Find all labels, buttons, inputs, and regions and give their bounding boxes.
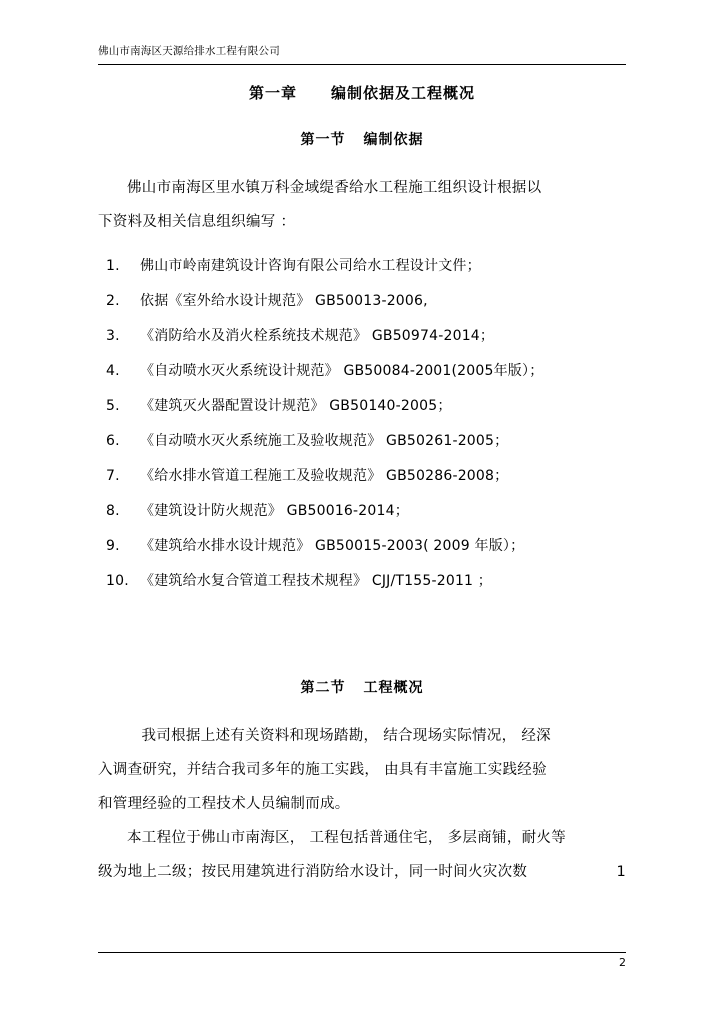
list-item-number: 8. (106, 503, 120, 519)
reference-list (98, 249, 626, 599)
list-item-number: 6. (106, 433, 120, 449)
section-spacer (98, 599, 626, 671)
section-one-intro-line-1: 佛山市南海区里水镇万科金域缇香给水工程施工组织设计根据以 (127, 180, 542, 196)
section-two-block (98, 677, 626, 889)
chapter-heading (98, 82, 626, 103)
section-two-paragraph-1-line-1: 我司根据上述有关资料和现场踏勘， 结合现场实际情况， 经深 (141, 728, 551, 744)
list-item (98, 459, 626, 494)
section-two-label: 第二节 (300, 680, 346, 696)
list-item-text: 佛山市岭南建筑设计咨询有限公司给水工程设计文件； (140, 258, 481, 274)
list-item (98, 249, 626, 284)
list-item-number: 9. (106, 538, 120, 554)
list-item (98, 564, 626, 599)
section-one-heading (98, 129, 626, 149)
section-two-paragraph-1-line-2: 入调查研究，并结合我司多年的施工实践， 由具有丰富施工实践经验 (98, 762, 547, 778)
section-two-trailing-number: 1 (616, 864, 626, 880)
list-item-text: 《消防给水及消火栓系统技术规范》 GB50974-2014； (140, 328, 495, 344)
section-two-title-text: 工程概况 (363, 680, 424, 696)
section-one-intro-line-2: 下资料及相关信息组织编写 ： (98, 214, 296, 230)
list-item-text: 《给水排水管道工程施工及验收规范》 GB50286-2008； (140, 468, 509, 484)
list-item-text: 《建筑灭火器配置设计规范》 GB50140-2005； (140, 398, 452, 414)
list-item (98, 319, 626, 354)
page-number: 2 (619, 956, 626, 969)
header-divider (98, 64, 626, 65)
section-two-paragraph-1-line-3: 和管理经验的工程技术人员编制而成。 (98, 796, 350, 812)
section-two-heading (98, 677, 626, 697)
list-item (98, 284, 626, 319)
document-body (98, 82, 626, 889)
list-item (98, 389, 626, 424)
list-item-text: 依据《室外给水设计规范》 GB50013-2006, (140, 293, 428, 309)
list-item-text: 《建筑给水复合管道工程技术规程》 CJJ/T155-2011 ； (140, 573, 493, 589)
list-item (98, 529, 626, 564)
list-item-number: 10. (106, 573, 129, 589)
footer-divider (98, 952, 626, 953)
chapter-title-text: 编制依据及工程概况 (331, 84, 476, 102)
list-item-text: 《自动喷水灭火系统设计规范》 GB50084-2001(2005年版）； (140, 363, 544, 379)
list-item (98, 424, 626, 459)
section-one-label: 第一节 (300, 132, 346, 148)
list-item-text: 《建筑设计防火规范》 GB50016-2014； (140, 503, 409, 519)
list-item-number: 1. (106, 258, 120, 274)
list-item-text: 《自动喷水灭火系统施工及验收规范》 GB50261-2005； (140, 433, 509, 449)
list-item (98, 354, 626, 389)
page-header: 佛山市南海区天源给排水工程有限公司 (98, 45, 280, 57)
section-two-paragraph-2-text: 级为地上二级；按民用建筑进行消防给水设计，同一时间火灾次数 (98, 864, 528, 880)
section-two-paragraph-2-line-2 (98, 855, 626, 889)
list-item-number: 7. (106, 468, 120, 484)
list-item (98, 494, 626, 529)
list-item-text: 《建筑给水排水设计规范》 GB50015-2003( 2009 年版）； (140, 538, 525, 554)
list-item-number: 3. (106, 328, 120, 344)
chapter-label: 第一章 (248, 84, 297, 102)
list-item-number: 5. (106, 398, 120, 414)
list-item-number: 2. (106, 293, 120, 309)
section-two-paragraph-2-line-1: 本工程位于佛山市南海区， 工程包括普通住宅， 多层商铺，耐火等 (127, 830, 567, 846)
list-item-number: 4. (106, 363, 120, 379)
section-one-title-text: 编制依据 (363, 132, 424, 148)
